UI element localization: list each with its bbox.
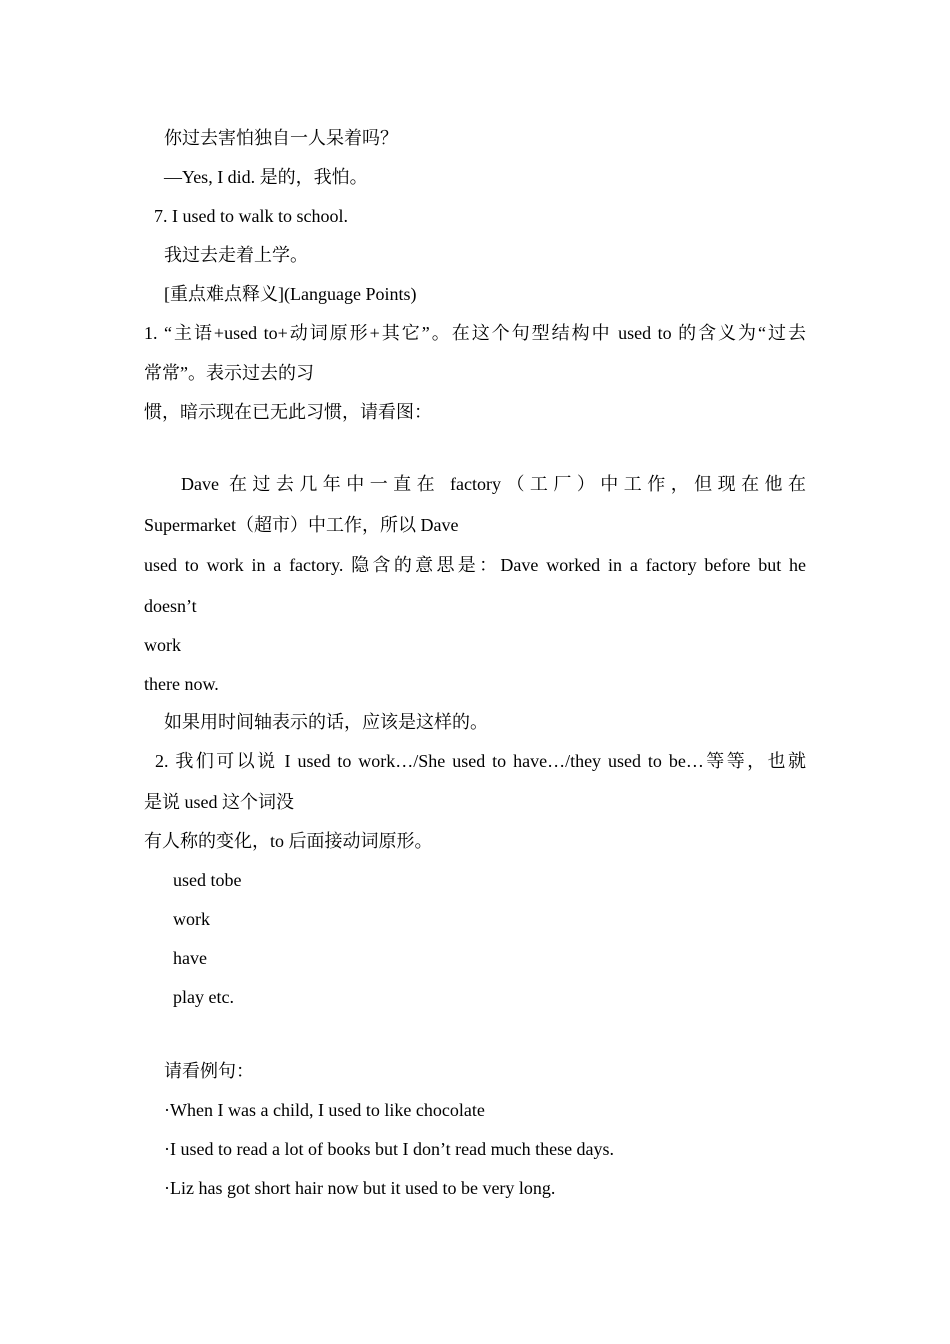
- text-line: used to work in a factory. 隐含的意思是：Dave worked in a factory before but he: [144, 555, 806, 575]
- text-line: 如果用时间轴表示的话，应该是这样的。: [164, 712, 488, 732]
- text-line: 你过去害怕独自一人呆着吗？: [164, 128, 398, 148]
- text-line: 是说 used 这个词没: [144, 792, 294, 812]
- list-item: play etc.: [173, 987, 234, 1007]
- text-line: 常常”。表示过去的习: [144, 363, 314, 383]
- list-item: used tobe: [173, 870, 242, 890]
- example-sentence: ·Liz has got short hair now but it used to be very long.: [164, 1178, 556, 1198]
- text-line: there now.: [144, 674, 219, 694]
- text-line: —Yes, I did. 是的，我怕。: [164, 167, 368, 187]
- text-line: 有人称的变化，to 后面接动词原形。: [144, 831, 433, 851]
- text-line: 我过去走着上学。: [164, 245, 308, 265]
- text-line: 1. “主语+used to+动词原形+其它”。在这个句型结构中 used to 的含义为“过去: [144, 323, 806, 343]
- text-line: work: [144, 635, 181, 655]
- text-line: Supermarket（超市）中工作，所以 Dave: [144, 515, 459, 535]
- example-sentence: ·When I was a child, I used to like chocolate: [164, 1100, 485, 1120]
- list-item: work: [173, 909, 210, 929]
- text-line: 惯，暗示现在已无此习惯，请看图：: [144, 402, 432, 422]
- text-line: 2. 我们可以说 I used to work…/She used to have…/they used to be…等等，也就: [155, 751, 806, 771]
- text-line: 7. I used to walk to school.: [154, 206, 348, 226]
- text-line: Dave 在过去几年中一直在 factory（工厂）中工作，但现在他在: [181, 474, 806, 494]
- text-line: doesn’t: [144, 596, 197, 616]
- example-sentence: ·I used to read a lot of books but I don’t read much these days.: [164, 1139, 615, 1159]
- text-line: 请看例句：: [164, 1061, 254, 1081]
- list-item: have: [173, 948, 207, 968]
- section-heading: [重点难点释义](Language Points): [164, 284, 417, 304]
